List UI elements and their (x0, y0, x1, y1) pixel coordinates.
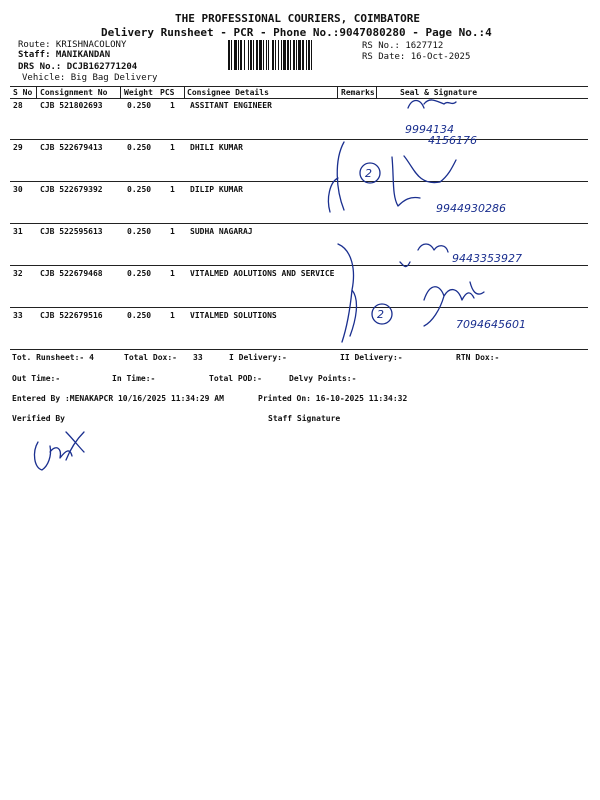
cell-pcs: 1 (170, 185, 175, 194)
cell-sno: 32 (13, 269, 23, 278)
cell-consignment: CJB 522679468 (40, 269, 103, 278)
cell-consignment: CJB 521802693 (40, 101, 103, 110)
col-consignment: Consignment No (40, 88, 108, 97)
col-pcs: PCS (160, 88, 175, 97)
col-seal-signature: Seal & Signature (400, 88, 478, 97)
signature-3-stroke (400, 244, 448, 267)
phone-handwritten-1: 9994134 (405, 123, 454, 136)
cell-consignee: VITALMED SOLUTIONS (190, 311, 277, 320)
cell-weight: 0.250 (127, 101, 152, 110)
cell-weight: 0.250 (127, 143, 152, 152)
entered-by: Entered By :MENAKAPCR 10/16/2025 11:34:29 AM (12, 394, 224, 403)
total-dox-label: Total Dox:- (124, 353, 177, 362)
rs-date: RS Date: 16-Oct-2025 (362, 52, 471, 62)
verified-by: Verified By (12, 414, 65, 423)
cell-pcs: 1 (170, 227, 175, 236)
drs-number: DRS No.: DCJB162771204 (18, 62, 138, 72)
cell-weight: 0.250 (127, 311, 152, 320)
col-weight: Weight (124, 88, 153, 97)
cell-sno: 30 (13, 185, 23, 194)
delvy-points: Delvy Points:- (289, 374, 357, 383)
cell-sno: 28 (13, 101, 23, 110)
cell-consignment: CJB 522679413 (40, 143, 103, 152)
signature-2-stroke (392, 156, 456, 206)
printed-on: Printed On: 16-10-2025 11:34:32 (258, 394, 408, 403)
out-time: Out Time:- (12, 374, 61, 383)
staff-signature-label: Staff Signature (268, 414, 341, 423)
phone-handwritten-3: 9443353927 (452, 252, 522, 265)
cell-consignment: CJB 522679516 (40, 311, 103, 320)
cell-sno: 31 (13, 227, 23, 236)
cell-pcs: 1 (170, 101, 175, 110)
phone-handwritten-1b: 4156176 (428, 134, 477, 147)
rtn-dox: RTN Dox:- (456, 353, 500, 362)
total-pod: Total POD:- (209, 374, 262, 383)
cell-consignee: VITALMED AOLUTIONS AND SERVICE (190, 269, 335, 278)
route-label: Route: KRISHNACOLONY (18, 40, 127, 50)
i-delivery: I Delivery:- (229, 353, 287, 362)
cell-consignee: DILIP KUMAR (190, 185, 243, 194)
document-subtitle: Delivery Runsheet - PCR - Phone No.:9047080280 - Page No.:4 (101, 26, 492, 39)
cell-pcs: 1 (170, 269, 175, 278)
signature-1-stroke (408, 100, 456, 108)
rs-number: RS No.: 1627712 (362, 41, 444, 51)
cell-consignment: CJB 522679392 (40, 185, 103, 194)
remark-number-2: 2 (377, 308, 384, 321)
tot-runsheet: Tot. Runsheet:- 4 (12, 353, 94, 362)
col-remarks: Remarks (341, 88, 375, 97)
total-dox-value: 33 (193, 353, 203, 362)
remark-bracket-2 (338, 244, 356, 342)
vehicle-label: Vehicle: Big Bag Delivery (22, 73, 158, 83)
remark-bracket-1 (328, 142, 344, 212)
cell-weight: 0.250 (127, 269, 152, 278)
verified-signature (35, 432, 84, 470)
cell-consignee: ASSITANT ENGINEER (190, 101, 272, 110)
cell-consignment: CJB 522595613 (40, 227, 103, 236)
staff-label: Staff: MANIKANDAN (18, 50, 111, 60)
ii-delivery: II Delivery:- (340, 353, 403, 362)
cell-consignee: SUDHA NAGARAJ (190, 227, 253, 236)
cell-weight: 0.250 (127, 185, 152, 194)
remark-number-1: 2 (365, 167, 372, 180)
cell-weight: 0.250 (127, 227, 152, 236)
col-sno: S No (13, 88, 33, 97)
in-time: In Time:- (112, 374, 156, 383)
phone-handwritten-2: 9944930286 (436, 202, 506, 215)
phone-handwritten-4: 7094645601 (456, 318, 526, 331)
cell-sno: 29 (13, 143, 23, 152)
document-title: THE PROFESSIONAL COURIERS, COIMBATORE (175, 12, 421, 25)
cell-consignee: DHILI KUMAR (190, 143, 243, 152)
cell-sno: 33 (13, 311, 23, 320)
cell-pcs: 1 (170, 311, 175, 320)
cell-pcs: 1 (170, 143, 175, 152)
col-consignee: Consignee Details (187, 88, 269, 97)
